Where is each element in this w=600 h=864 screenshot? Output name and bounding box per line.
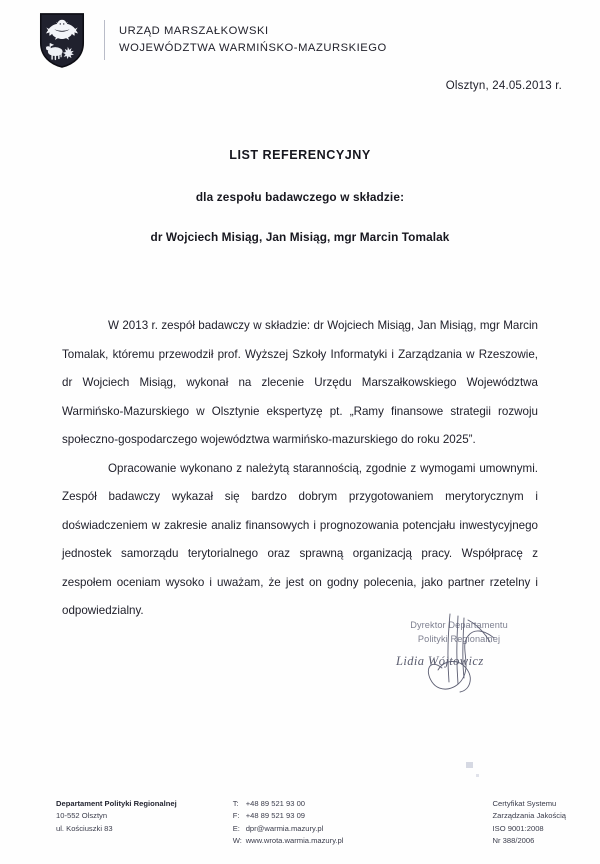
letterhead-divider [104, 20, 105, 60]
footer [56, 798, 566, 847]
fax-label: F: [232, 811, 240, 821]
scan-artifact [466, 762, 473, 768]
letterhead-text [119, 23, 387, 58]
footer-certificate [493, 798, 566, 847]
signatory-name: Lidia Wójtowicz [396, 654, 484, 668]
email-value[interactable]: dpr@warmia.mazury.pl [245, 823, 324, 833]
footer-department-name: Departament Polityki Regionalnej [56, 799, 177, 808]
document-title: LIST REFERENCYJNY [229, 148, 371, 162]
email-label: E: [232, 823, 240, 833]
phone-label: T: [232, 799, 239, 808]
signatory-title-line-2: Polityki Regionalnej [417, 634, 501, 645]
scan-artifact-secondary [476, 774, 479, 777]
signature-block [372, 612, 552, 698]
footer-email-row[interactable] [233, 823, 344, 835]
dateline: Olsztyn, 24.05.2013 r. [445, 80, 562, 92]
body-paragraph-1: W 2013 r. zespół badawczy w składzie: dr Wojciech Misiąg, Jan Misiąg, mgr Marcin Tomalak, któremu przewodził prof. Wyższej Szkoły Informatyki i Zarządzania w Rzeszowie, dr Wojciech Misiąg, wykonał na zlecenie Urzędu Marszałkowskiego Województwa Warmińsko-Mazurskiego w Olsztynie ekspertyzę pt. „Ramy finansowe strategii rozwoju społeczno-gospodarczego województwa warmińsko-mazurskiego do roku 2025”. [62, 319, 538, 446]
coat-of-arms-icon [38, 12, 86, 68]
letterhead [38, 12, 387, 68]
certificate-line-4: Nr 388/2006 [492, 835, 535, 845]
certificate-line-3: ISO 9001:2008 [492, 823, 544, 833]
letter-body [62, 312, 538, 626]
footer-phone-row [233, 798, 344, 810]
letterhead-line-1: URZĄD MARSZAŁKOWSKI [119, 24, 269, 37]
web-value[interactable]: www.wrota.warmia.mazury.pl [245, 835, 344, 845]
fax-value: +48 89 521 93 09 [245, 811, 306, 821]
footer-postal-code: 10-552 Olsztyn [56, 811, 108, 821]
footer-fax-row [233, 810, 344, 822]
document-subtitle: dla zespołu badawczego w składzie: [195, 190, 405, 204]
footer-web-row[interactable] [233, 835, 344, 847]
footer-street: ul. Kościuszki 83 [56, 823, 113, 833]
phone-value: +48 89 521 93 00 [245, 799, 306, 808]
certificate-line-2: Zarządzania Jakością [492, 811, 566, 821]
signatory-title [384, 618, 534, 647]
signatory-title-line-1: Dyrektor Departamentu [410, 620, 508, 630]
letterhead-line-2: WOJEWÓDZTWA WARMIŃSKO-MAZURSKIEGO [119, 42, 387, 54]
footer-department [56, 798, 177, 847]
web-label: W: [232, 835, 242, 845]
footer-contact [233, 798, 344, 847]
title-block [0, 148, 600, 244]
certificate-line-1: Certyfikat Systemu [492, 799, 557, 808]
body-paragraph-2: Opracowanie wykonano z należytą starannością, zgodnie z wymogami umownymi. Zespół badawczy wykazał się bardzo dobrym przygotowaniem merytorycznym i doświadczeniem w zakresie analiz finansowych i prognozowania potencjału inwestycyjnego jednostek samorządu terytorialnego oraz sprawną organizacją pracy. Współpracę z zespołem oceniam wysoko i uważam, że jest on godny polecenia, jako partner rzetelny i odpowiedzialny. [62, 461, 538, 617]
research-team-names: dr Wojciech Misiąg, Jan Misiąg, mgr Marcin Tomalak [150, 230, 450, 244]
